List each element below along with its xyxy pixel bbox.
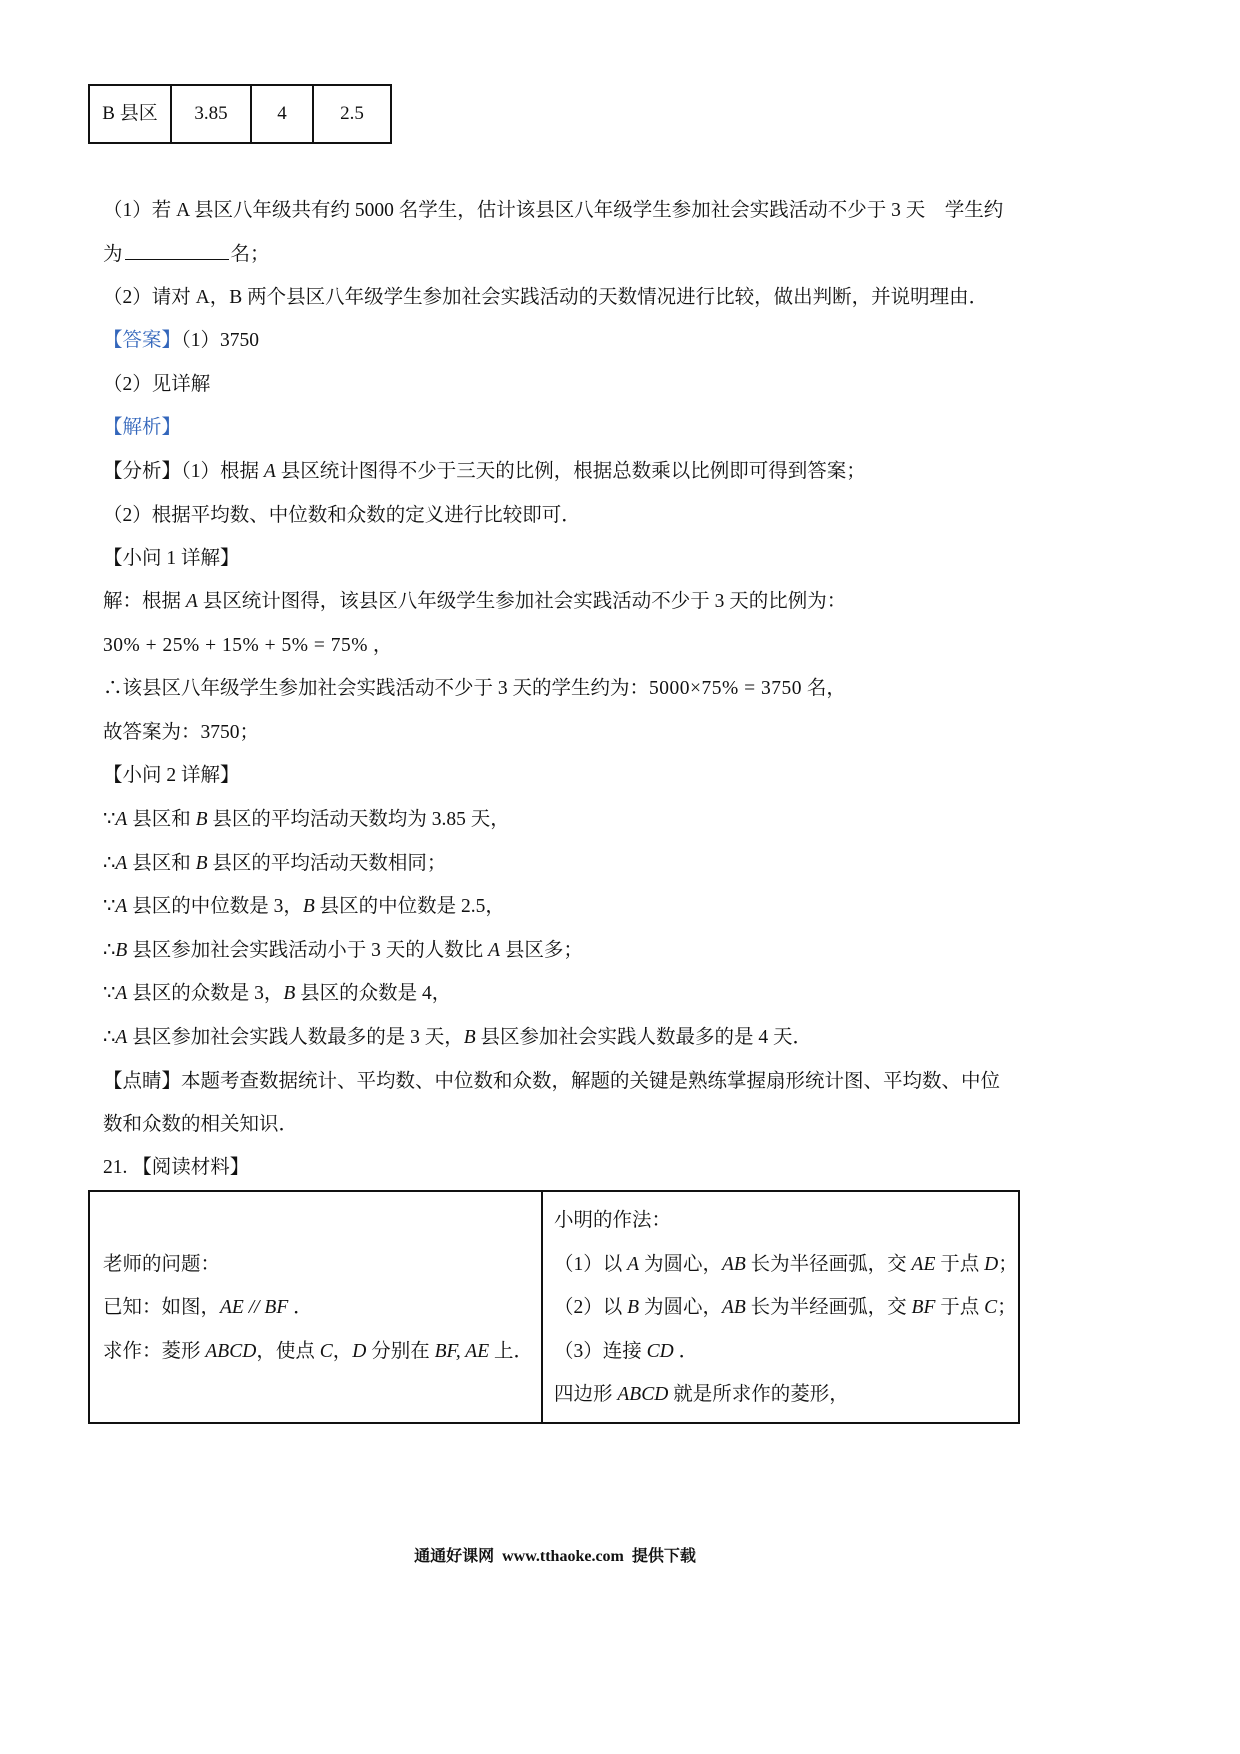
xiaoming-step1 (554, 1251, 1018, 1279)
text-segment: 分别在 (366, 1341, 435, 1362)
text-segment: ∴ (103, 940, 116, 961)
math-variable: A (627, 1254, 640, 1275)
xiaoming-step2 (554, 1294, 1017, 1322)
math-variable: ABCD (617, 1384, 669, 1405)
math-variable: A (488, 940, 501, 961)
text-segment: 长为半径画弧，交 (745, 1254, 912, 1275)
text-segment: 县区的众数是 3， (127, 983, 284, 1004)
text-segment: ∴ (103, 853, 116, 874)
xiaoming-method-cell (543, 1192, 1018, 1422)
text-segment: 为圆心， (639, 1297, 722, 1318)
text-segment: ． (673, 1341, 699, 1362)
part2-line (103, 806, 510, 834)
reading-material-table (88, 1190, 1020, 1424)
math-variable: A (263, 461, 276, 482)
answer-label: 【答案】 (103, 330, 182, 351)
math-variable: BF, AE (434, 1341, 490, 1362)
math-variable: C (984, 1297, 998, 1318)
math-variable: B (195, 853, 208, 874)
text-segment: （2）以 (554, 1297, 628, 1318)
part2-heading: 【小问 2 详解】 (103, 765, 240, 786)
text-segment: （1）以 (554, 1254, 628, 1275)
part2-line (103, 850, 446, 878)
math-variable: B (195, 809, 208, 830)
text-segment: 县区参加社会实践人数最多的是 4 天． (475, 1027, 813, 1048)
text-segment: 本题考查数据统计、平均数、中位数和众数，解题的关键是熟练掌握扇形统计图、平均数、中位 (181, 1071, 1001, 1092)
part2-line (103, 1024, 812, 1052)
problem-number: 21. (103, 1157, 128, 1178)
part1-heading: 【小问 1 详解】 (103, 548, 240, 569)
text-segment: 县区和 (127, 853, 196, 874)
analysis-label: 【分析】 (103, 461, 182, 482)
text-segment: ∵ (103, 809, 116, 830)
teacher-question-cell (90, 1192, 543, 1422)
math-variable: A (115, 896, 128, 917)
text-segment: ， (367, 635, 393, 656)
text-segment: 县区参加社会实践人数最多的是 3 天， (127, 1027, 464, 1048)
text-segment: 县区和 (127, 809, 196, 830)
math-variable: ABCD (205, 1341, 257, 1362)
part2-line (103, 980, 451, 1008)
text-segment: 县区的平均活动天数均为 3.85 天， (207, 809, 510, 830)
text-segment: 长为半经画弧，交 (745, 1297, 912, 1318)
text-segment: ∴ (103, 1027, 116, 1048)
analysis-line2: （2）根据平均数、中位数和众数的定义进行比较即可． (103, 505, 581, 526)
text-segment: 于点 (935, 1254, 985, 1275)
text-segment: 于点 (935, 1297, 985, 1318)
answer-part2: （2）见详解 (103, 374, 211, 395)
xiaoming-conclusion (554, 1381, 849, 1409)
math-variable: CD (646, 1341, 674, 1362)
question-part2: （2）请对 A，B 两个县区八年级学生参加社会实践活动的天数情况进行比较，做出判断，并说明理由． (103, 287, 989, 308)
text-segment: ，使点 (256, 1341, 320, 1362)
question-part1-line1: （1）若 A 县区八年级共有约 5000 名学生，估计该县区八年级学生参加社会实践活动不少于 3 天 学生约 (103, 200, 1004, 221)
text-segment: 县区多； (500, 940, 583, 961)
text-segment: （1）根据 (181, 461, 264, 482)
text-segment: 县区统计图得，该县区八年级学生参加社会实践活动不少于 3 天的比例为： (197, 591, 847, 612)
text-segment: 县区的中位数是 2.5， (314, 896, 505, 917)
text-segment: 解：根据 (103, 591, 186, 612)
part2-line (103, 937, 583, 965)
part1-equation-line (103, 632, 392, 660)
text-segment: 上． (489, 1341, 534, 1362)
stats-row-label: B 县区 (102, 103, 158, 124)
stats-value-cell: 2.5 (312, 86, 390, 142)
math-variable: BF (911, 1297, 936, 1318)
problem21-heading (103, 1154, 249, 1182)
solution-label: 【解析】 (103, 417, 182, 438)
text-segment: 县区统计图得不少于三天的比例，根据总数乘以比例即可得到答案； (275, 461, 866, 482)
text-segment: ∵ (103, 896, 116, 917)
math-variable: B (115, 940, 128, 961)
text-segment: 县区的平均活动天数相同； (207, 853, 447, 874)
math-variable: AE // BF (220, 1297, 289, 1318)
text-segment: ； (998, 1254, 1018, 1275)
text-segment: ∴该县区八年级学生参加社会实践活动不少于 3 天的学生约为： (103, 678, 650, 699)
question-part1-suffix: 名； (230, 244, 270, 265)
answer-blank-underline (125, 241, 229, 260)
part2-line (103, 893, 505, 921)
xiaoming-heading: 小明的作法： (554, 1210, 672, 1231)
question-part1-line2 (103, 241, 270, 269)
math-variable: A (115, 809, 128, 830)
text-segment: 名， (802, 678, 846, 699)
math-variable: C (319, 1341, 333, 1362)
text-segment: 就是所求作的菱形， (668, 1384, 849, 1405)
teacher-given (103, 1294, 313, 1322)
math-variable: D (352, 1341, 367, 1362)
part1-line1 (103, 588, 846, 616)
text-segment: （3）连接 (554, 1341, 647, 1362)
question-part1-prefix: 为 (103, 244, 123, 265)
text-segment: ． (288, 1297, 313, 1318)
comment-label: 【点睛】 (103, 1071, 182, 1092)
answer-line1 (103, 327, 259, 355)
text-segment: ∵ (103, 983, 116, 1004)
math-variable: A (115, 1027, 128, 1048)
math-variable: AB (721, 1254, 746, 1275)
math-variable: A (115, 983, 128, 1004)
text-segment: 求作：菱形 (103, 1341, 206, 1362)
comment-line1 (103, 1068, 1000, 1096)
text-segment: 为圆心， (639, 1254, 722, 1275)
percentage-sum-equation: 30% + 25% + 15% + 5% = 75% (103, 635, 368, 656)
student-count-equation: 5000×75% = 3750 (649, 678, 803, 699)
part1-line4: 故答案为：3750； (103, 722, 260, 743)
answer-part1: （1）3750 (181, 330, 260, 351)
stats-value-cell: 3.85 (170, 86, 250, 142)
text-segment: 县区参加社会实践活动小于 3 天的人数比 (127, 940, 489, 961)
xiaoming-step3 (554, 1338, 698, 1366)
footer-source-note: 通通好课网 www.tthaoke.com 提供下载 (414, 1548, 696, 1565)
teacher-heading: 老师的问题： (103, 1254, 221, 1275)
comment-line2: 数和众数的相关知识． (103, 1114, 299, 1135)
text-segment: 四边形 (554, 1384, 618, 1405)
part1-line3 (103, 675, 846, 703)
math-variable: B (627, 1297, 640, 1318)
analysis-line1 (103, 458, 866, 486)
problem-title: 【阅读材料】 (132, 1157, 250, 1178)
text-segment: 县区的中位数是 3， (127, 896, 303, 917)
math-variable: AB (721, 1297, 746, 1318)
math-variable: B (302, 896, 315, 917)
teacher-task (103, 1338, 533, 1366)
math-variable: B (283, 983, 296, 1004)
math-variable: D (984, 1254, 999, 1275)
math-variable: A (115, 853, 128, 874)
text-segment: ， (332, 1341, 353, 1362)
text-segment: 县区的众数是 4， (295, 983, 452, 1004)
stats-table-row-b (88, 84, 392, 144)
math-variable: A (185, 591, 198, 612)
math-variable: AE (911, 1254, 936, 1275)
text-segment: ； (997, 1297, 1017, 1318)
stats-value-cell: 4 (250, 86, 312, 142)
math-variable: B (463, 1027, 476, 1048)
text-segment: 已知：如图， (103, 1297, 221, 1318)
